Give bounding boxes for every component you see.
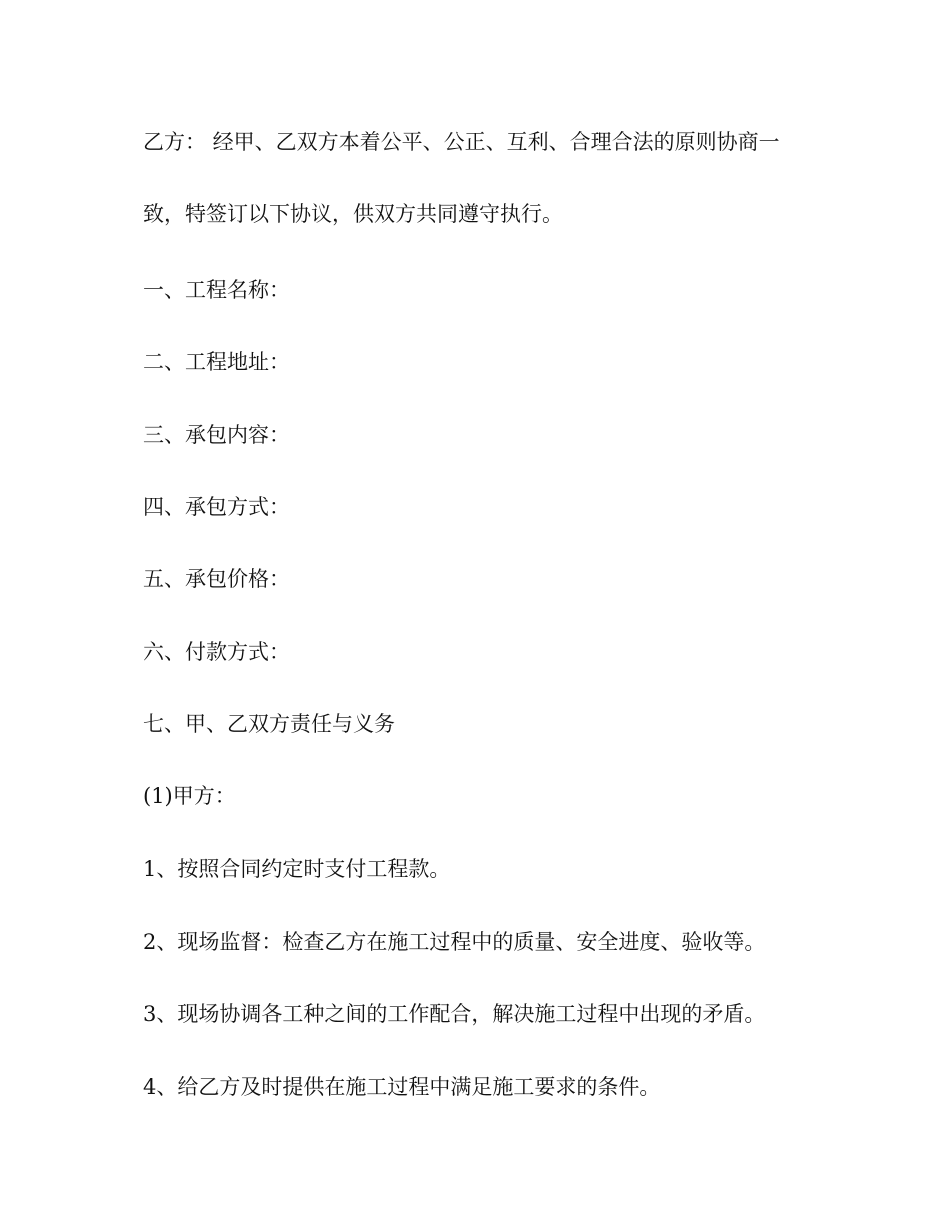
item-contract-method: 四、承包方式： bbox=[143, 495, 290, 519]
item-project-address: 二、工程地址： bbox=[143, 350, 290, 374]
paragraph-intro-line-1: 乙方： 经甲、乙双方本着公平、公正、互利、合理合法的原则协商一 bbox=[143, 130, 780, 154]
party-a-duty-3: 3、现场协调各工种之间的工作配合，解决施工过程中出现的矛盾。 bbox=[143, 1002, 766, 1026]
party-a-duty-1: 1、按照合同约定时支付工程款。 bbox=[143, 857, 451, 881]
item-contract-price: 五、承包价格： bbox=[143, 567, 290, 591]
party-a-duty-2: 2、现场监督：检查乙方在施工过程中的质量、安全进度、验收等。 bbox=[143, 930, 766, 954]
subsection-party-a: (1)甲方： bbox=[143, 784, 236, 808]
item-contract-content: 三、承包内容： bbox=[143, 423, 290, 447]
paragraph-intro-line-2: 致，特签订以下协议，供双方共同遵守执行。 bbox=[143, 202, 563, 226]
party-a-duty-4: 4、给乙方及时提供在施工过程中满足施工要求的条件。 bbox=[143, 1075, 661, 1099]
section-responsibilities: 七、甲、乙双方责任与义务 bbox=[143, 712, 395, 736]
item-project-name: 一、工程名称： bbox=[143, 278, 290, 302]
item-payment-method: 六、付款方式： bbox=[143, 640, 290, 664]
